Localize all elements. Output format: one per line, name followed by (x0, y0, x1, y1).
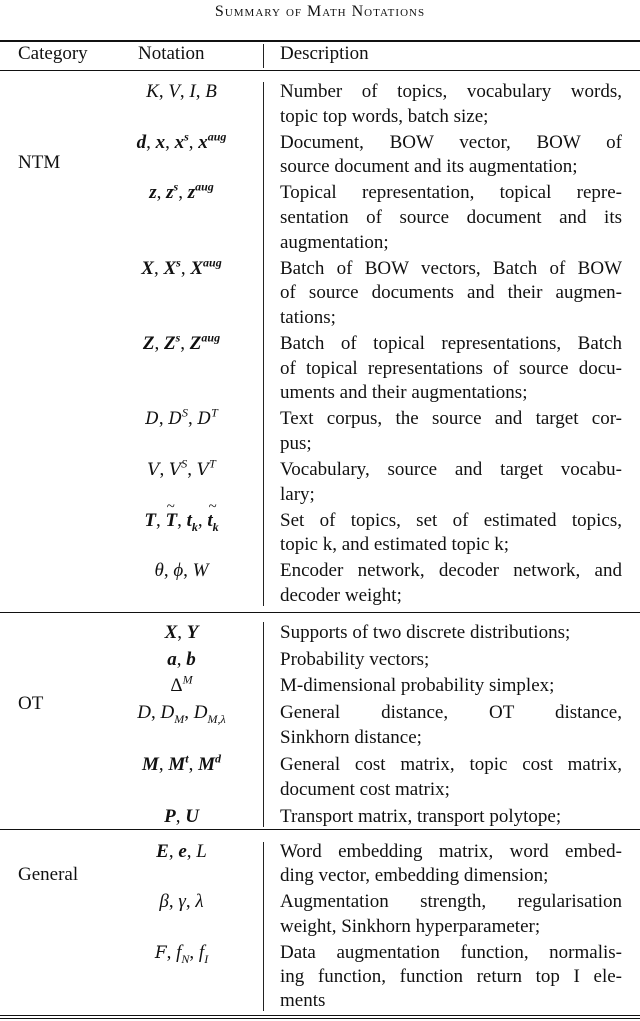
table-row (0, 458, 640, 507)
description-line: Data augmentation function, normalis- (280, 941, 622, 963)
symbol-base: D (145, 409, 159, 430)
symbol-base: ~ t (207, 509, 212, 534)
symbol-supscript: s (184, 129, 189, 144)
symbol-base: M (168, 754, 186, 776)
symbol-base: X (164, 622, 178, 643)
symbol-base: , (168, 841, 179, 862)
description-line: of source documents and their augmen- (280, 282, 622, 304)
category-label: OT (18, 693, 44, 714)
section-ntm (0, 80, 640, 610)
math-symbol (169, 891, 179, 912)
math-symbol (168, 751, 189, 776)
math-symbol (142, 754, 159, 775)
description-line: lary; (280, 483, 315, 505)
math-symbol (165, 510, 177, 531)
math-symbol (146, 132, 156, 153)
math-symbol (177, 510, 187, 531)
description-line: General cost matrix, topic cost matrix, (280, 754, 622, 776)
symbol-base: F (154, 942, 167, 963)
symbol-subscript: N (181, 951, 190, 966)
math-symbol (170, 675, 192, 696)
symbol-base: z (166, 182, 174, 204)
math-symbol (168, 81, 180, 102)
math-symbol (181, 258, 191, 279)
math-symbol (186, 509, 198, 534)
symbol-base: K (146, 81, 159, 102)
description-line: uments and their augmentations; (280, 382, 528, 404)
description-cell (280, 700, 622, 750)
bottom-rule (0, 1015, 640, 1016)
symbol-base: γ (178, 891, 186, 913)
math-symbol (155, 333, 165, 354)
math-symbol (198, 510, 208, 531)
math-symbol (187, 459, 197, 480)
table-row (0, 509, 640, 558)
table-row (0, 80, 640, 129)
math-symbol (154, 560, 163, 581)
symbol-base: x (174, 131, 185, 153)
symbol-base: , (151, 702, 161, 724)
symbol-base: ϕ (173, 560, 184, 582)
symbol-base: , (168, 891, 179, 913)
math-symbol (190, 255, 222, 279)
description-line: Text corpus, the source and target cor- (280, 408, 622, 430)
math-symbol (193, 560, 209, 581)
notation-cell (0, 407, 263, 456)
symbol-base: I (189, 81, 196, 102)
table-row (0, 181, 640, 255)
table-row (0, 332, 640, 406)
column-separator (263, 622, 264, 827)
symbol-subscript: M,λ (207, 711, 226, 726)
math-symbol (156, 841, 169, 862)
math-symbol (169, 456, 188, 480)
math-symbol (198, 751, 222, 776)
notation-cell (0, 559, 263, 608)
math-symbol (160, 702, 185, 726)
symbol-base: λ (195, 891, 204, 913)
math-symbol (198, 941, 209, 966)
description-line: Encoder network, decoder network, and (280, 560, 622, 582)
symbol-subscript: M (174, 711, 185, 726)
symbol-base: , (197, 509, 208, 531)
math-symbol (187, 622, 199, 643)
symbol-base: Δ (170, 675, 183, 697)
math-symbol (147, 459, 159, 480)
math-symbol (189, 132, 199, 153)
description-cell (280, 890, 622, 939)
symbol-base: , (175, 805, 186, 827)
symbol-supscript: s (176, 255, 181, 270)
symbol-base: , (166, 941, 177, 963)
math-symbol (176, 806, 186, 827)
description-line: Probability vectors; (280, 648, 430, 670)
math-symbol (180, 333, 190, 354)
description-line: pus; (280, 432, 312, 454)
symbol-base: V (168, 81, 180, 102)
symbol-supscript: s (175, 330, 181, 345)
math-symbol (156, 132, 166, 153)
description-line: ding vector, embedding dimension; (280, 865, 549, 887)
section-rule (0, 829, 640, 830)
math-symbol (189, 330, 221, 354)
description-cell (280, 80, 622, 129)
table-row (0, 559, 640, 608)
math-symbol (193, 702, 226, 726)
notation-cell (0, 257, 263, 331)
description-line: of topical representations of source docu- (280, 357, 622, 379)
notation-cell (0, 752, 263, 802)
math-symbol (177, 649, 187, 670)
math-symbol (186, 891, 196, 912)
category-label: NTM (18, 152, 61, 173)
symbol-base: e (178, 841, 187, 862)
table-row (0, 700, 640, 750)
symbol-base: , (165, 131, 175, 153)
symbol-base: , (195, 81, 206, 102)
math-symbol (145, 408, 159, 429)
symbol-supscript: t (185, 751, 189, 766)
symbol-base: X (163, 257, 177, 279)
description-cell (280, 181, 622, 255)
symbol-base: θ (154, 560, 164, 582)
symbol-base: , (183, 560, 193, 582)
math-symbol (174, 129, 189, 153)
math-symbol (166, 182, 178, 203)
symbol-base: E (156, 841, 169, 862)
math-symbol (137, 702, 151, 723)
math-symbol (143, 333, 155, 354)
description-cell (280, 131, 622, 180)
table-row (0, 620, 640, 645)
bottom-rule (0, 1018, 640, 1019)
math-symbol (141, 258, 154, 279)
math-symbol (157, 182, 167, 203)
table-row (0, 131, 640, 180)
table-header (0, 40, 640, 70)
math-symbol (183, 560, 193, 581)
math-symbol (185, 806, 199, 827)
description-cell (280, 673, 622, 698)
math-symbol (149, 182, 156, 203)
symbol-supscript: S (181, 456, 188, 471)
notation-cell (0, 80, 263, 129)
symbol-base: d (136, 131, 147, 153)
symbol-base: W (192, 560, 209, 582)
math-symbol (188, 182, 214, 203)
table-caption: Summary of Math Notations (214, 3, 426, 20)
section-general (0, 840, 640, 1015)
symbol-base: x (198, 131, 208, 153)
table-row (0, 752, 640, 802)
symbol-supscript: M (182, 673, 193, 688)
symbol-supscript: T (211, 405, 218, 420)
symbol-base: D (197, 409, 212, 430)
notation-cell (0, 620, 263, 645)
description-line: weight, Sinkhorn hyperparameter; (280, 915, 541, 937)
symbol-base: X (190, 257, 204, 279)
symbol-base: , (188, 131, 199, 153)
table-row (0, 257, 640, 331)
description-cell (280, 752, 622, 802)
math-symbol (163, 255, 181, 279)
description-line: Batch of BOW vectors, Batch of BOW (280, 257, 622, 279)
description-line: ments (280, 990, 326, 1012)
symbol-supscript: aug (207, 129, 227, 144)
notation-cell (0, 181, 263, 255)
symbol-base: , (186, 841, 197, 862)
description-line: Augmentation strength, regularisation (280, 891, 622, 913)
symbol-supscript: aug (201, 330, 221, 345)
math-symbol (167, 649, 177, 670)
description-line: Supports of two discrete distributions; (280, 622, 571, 643)
math-symbol (195, 891, 203, 912)
description-cell (280, 647, 622, 672)
math-symbol (180, 81, 190, 102)
description-line: sentation of source document and its (280, 206, 622, 228)
notation-cell (0, 941, 263, 1014)
table-row (0, 890, 640, 939)
symbol-base: x (155, 131, 166, 153)
math-symbol (196, 81, 206, 102)
symbol-base: M (198, 754, 216, 776)
table-row (0, 840, 640, 889)
table-row (0, 647, 640, 672)
symbol-subscript: I (204, 951, 209, 966)
math-symbol (155, 942, 167, 963)
symbol-base: U (185, 805, 199, 827)
table-row (0, 673, 640, 698)
symbol-base: , (177, 622, 187, 643)
math-symbol (176, 941, 190, 966)
math-symbol (164, 806, 176, 827)
column-separator (263, 842, 264, 1011)
header-description: Description (280, 43, 369, 64)
symbol-base: Z (142, 332, 155, 354)
table-row (0, 407, 640, 456)
description-line: Vocabulary, source and target vocabu- (280, 458, 622, 480)
symbol-base: , (163, 560, 174, 582)
symbol-base: M (141, 754, 159, 776)
description-line: topic top words, batch size; (280, 105, 489, 127)
symbol-base: Z (164, 332, 176, 354)
math-symbol (144, 510, 156, 531)
symbol-base: z (187, 182, 196, 204)
header-notation: Notation (138, 43, 205, 64)
category-label: General (18, 864, 79, 885)
math-symbol (173, 560, 183, 581)
column-separator (263, 82, 264, 606)
description-line: M-dimensional probability simplex; (280, 675, 555, 697)
notation-cell (0, 647, 263, 672)
symbol-subscript: k (212, 519, 219, 534)
description-line: document cost matrix; (280, 779, 450, 801)
symbol-base: , (177, 509, 187, 531)
symbol-base: D (160, 702, 175, 724)
math-symbol (146, 81, 159, 102)
math-symbol (169, 841, 179, 862)
description-line: tations; (280, 306, 336, 328)
symbol-base: X (141, 257, 154, 279)
symbol-base: , (180, 257, 191, 279)
notation-cell (0, 509, 263, 558)
description-line: Sinkhorn distance; (280, 727, 422, 749)
description-line: Transport matrix, transport polytope; (280, 805, 562, 827)
description-cell (280, 458, 622, 507)
symbol-base: V (147, 459, 160, 480)
description-cell (280, 509, 622, 558)
notation-cell (0, 890, 263, 939)
symbol-base: , (153, 257, 164, 279)
math-symbol (184, 702, 194, 723)
symbol-base: P (164, 805, 176, 827)
symbol-base: a (167, 648, 177, 670)
symbol-base: b (186, 648, 196, 670)
symbol-base: f (198, 941, 205, 963)
description-line: Set of topics, set of estimated topics, (280, 509, 622, 531)
symbol-base: D (137, 702, 152, 724)
symbol-base: , (158, 754, 169, 776)
symbol-base: , (154, 332, 165, 354)
section-rule (0, 612, 640, 613)
symbol-base: V (169, 459, 182, 480)
symbol-base: , (184, 702, 194, 724)
math-symbol (178, 182, 188, 203)
math-symbol (186, 649, 196, 670)
symbol-base: T (144, 509, 156, 531)
symbol-base: f (176, 941, 182, 963)
header-rule (0, 70, 640, 71)
description-cell (280, 620, 622, 645)
description-line: topic k, and estimated topic k; (280, 534, 510, 556)
symbol-supscript: aug (195, 180, 214, 195)
description-line: Word embedding matrix, word embed- (280, 841, 622, 862)
symbol-base: D (168, 409, 182, 430)
description-cell (280, 332, 622, 406)
symbol-base: β (159, 891, 169, 913)
math-symbol (167, 942, 177, 963)
symbol-base: Z (189, 332, 202, 354)
symbol-base: D (193, 702, 208, 724)
symbol-base: , (158, 408, 169, 430)
symbol-base: , (189, 941, 199, 963)
math-symbol (168, 405, 188, 430)
symbol-base: , (146, 131, 156, 153)
description-line: Batch of topical representations, Batch (280, 332, 622, 354)
description-cell (280, 559, 622, 608)
math-symbol (151, 702, 161, 723)
description-line: Number of topics, vocabulary words, (280, 81, 622, 102)
description-cell (280, 804, 622, 829)
symbol-base: , (176, 648, 187, 670)
math-symbol (137, 132, 147, 153)
description-line: Document, BOW vector, BOW of (280, 131, 622, 153)
math-symbol (159, 754, 169, 775)
math-symbol (196, 456, 216, 480)
math-symbol (196, 841, 207, 862)
symbol-base: V (196, 459, 210, 480)
notation-cell (0, 332, 263, 406)
symbol-base: , (180, 332, 190, 354)
symbol-supscript: s (173, 180, 179, 195)
math-symbol (205, 81, 217, 102)
symbol-base: , (155, 509, 166, 531)
column-separator (263, 44, 264, 68)
symbol-base: , (187, 458, 197, 480)
symbol-base: B (205, 81, 217, 102)
description-cell (280, 840, 622, 889)
math-symbol (197, 405, 218, 430)
symbol-base: , (179, 81, 190, 102)
math-symbol (189, 754, 199, 775)
symbol-base: , (159, 458, 170, 480)
table-row (0, 804, 640, 829)
symbol-base: , (188, 754, 199, 776)
section-ot (0, 620, 640, 831)
symbol-base: , (156, 182, 167, 204)
math-symbol (165, 622, 178, 643)
math-symbol (159, 891, 168, 912)
symbol-supscript: aug (203, 255, 222, 270)
symbol-base: t (186, 509, 192, 531)
symbol-base: z (149, 182, 157, 204)
description-line: augmentation; (280, 231, 389, 253)
math-symbol (207, 509, 219, 534)
symbol-base: , (178, 182, 188, 204)
math-symbol (198, 129, 227, 153)
math-symbol (159, 81, 169, 102)
math-symbol (159, 408, 169, 429)
symbol-supscript: S (181, 405, 188, 420)
description-cell (280, 941, 622, 1014)
math-symbol (178, 841, 186, 862)
description-cell (280, 407, 622, 456)
description-line: General distance, OT distance, (280, 702, 622, 724)
symbol-supscript: T (209, 456, 216, 471)
math-symbol (187, 841, 197, 862)
description-line: ing function, function return top I ele- (280, 966, 622, 988)
math-symbol (165, 132, 175, 153)
description-line: source document and its augmentation; (280, 156, 578, 178)
description-line: Topical representation, topical repre- (280, 182, 622, 204)
description-cell (280, 257, 622, 331)
math-symbol (178, 891, 186, 912)
symbol-base: ~ T (165, 509, 177, 534)
symbol-base: , (158, 81, 169, 102)
math-symbol (177, 622, 187, 643)
notation-cell (0, 804, 263, 829)
symbol-base: Y (186, 622, 199, 643)
table-row (0, 941, 640, 1014)
math-symbol (189, 942, 199, 963)
symbol-base: L (196, 841, 207, 862)
symbol-subscript: k (191, 519, 198, 534)
description-line: decoder weight; (280, 584, 402, 606)
notation-cell (0, 458, 263, 507)
symbol-base: , (187, 408, 198, 430)
symbol-base: , (185, 891, 196, 913)
symbol-supscript: d (215, 751, 222, 766)
header-category: Category (18, 43, 88, 64)
math-symbol (160, 459, 170, 480)
math-symbol (164, 560, 174, 581)
math-symbol (164, 330, 181, 354)
